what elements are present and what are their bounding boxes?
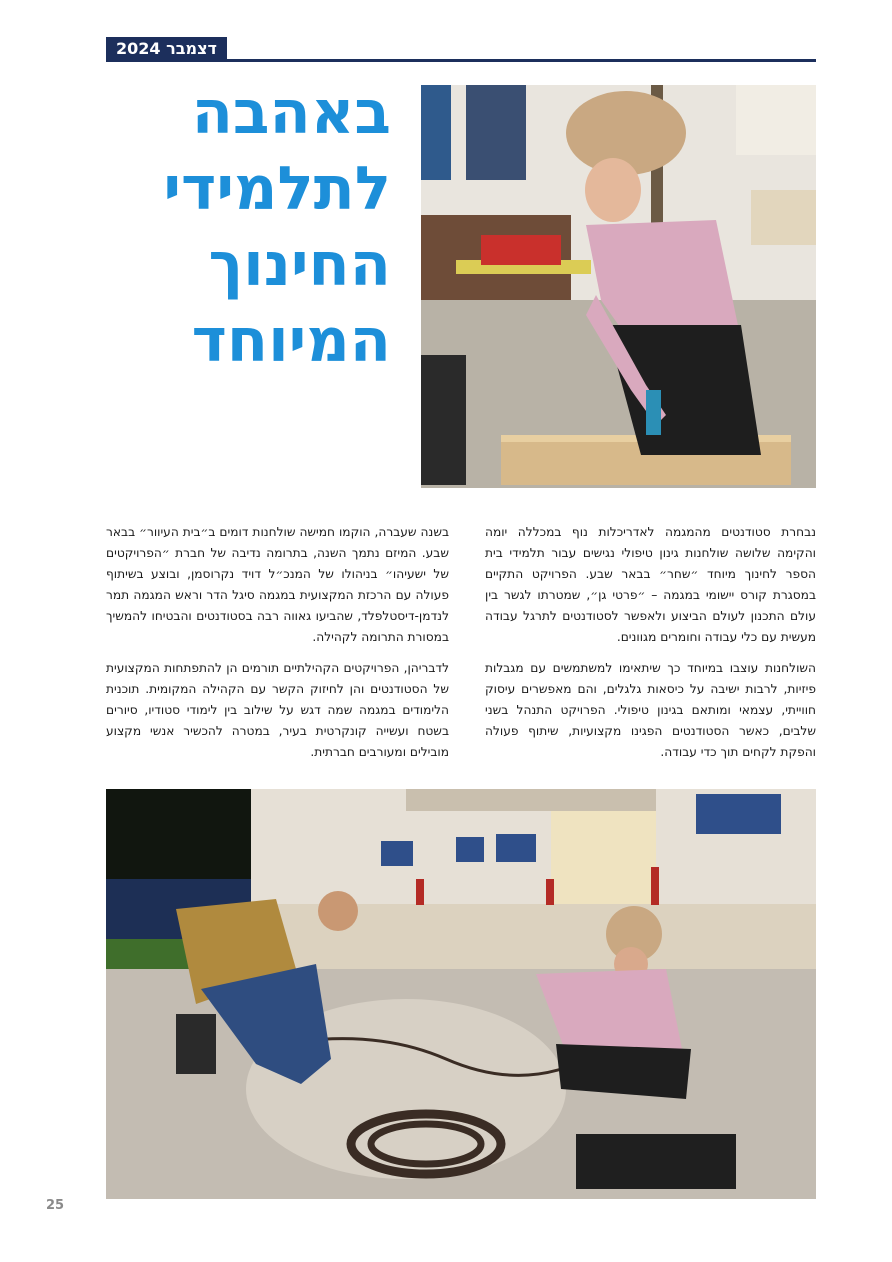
page-number: 25 (46, 1198, 65, 1213)
article-paragraph: נבחרת סטודנטים מהמגמה לאדריכלות נוף במכללה יומה והקימה שלושה שולחנות גינון טיפולי נגישים עבור תלמידי בית הספר לחינוך מיוחד ״שחר״ בבאר שבע. הפרויקט התקיים במסגרת קורס יישומי במגמה – ״פרטי גן״, שמטרתו לגשר בין עולם התכנון לעולם הביצוע ולאפשר לסטודנטים לתרגל עבודה מעשית עם כלי עבודה וחומרים מגוונים. (485, 525, 816, 644)
article-paragraph: בשנה שעברה, הוקמו חמישה שולחנות דומים ב״בית העיוור״ בבאר שבע. המיזם נתמך השנה, בתרומה נדיבה של חברת ״הפרויקטים של ישעיהו״ בניהולו של המנכ״ל דויד נקרוסמן, ובוצע בשיתוף פעולה עם הרכזת המקצועית במגמה סיגל הדר וראש המגמה תמר לנדמן-דיסטלפלד, שהביעו גאווה רבה בסטודנטים והבטיחו להמשיך במסורת התרומה לקהילה. (106, 525, 449, 644)
article-title (106, 75, 391, 379)
article-column-right (485, 522, 816, 773)
title-line: לתלמידי (163, 154, 391, 224)
header-rule (106, 59, 816, 62)
title-line: החינוך (208, 230, 391, 300)
issue-date: דצמבר 2024 (106, 37, 227, 61)
title-line: המיוחד (191, 306, 391, 376)
article-paragraph: השולחנות עוצבו במיוחד כך שיתאימו למשתמשים עם מגבלות פיזיות, לרבות ישיבה על כיסאות גלגלים, והם מאפשרים עיסוק חווייתי, עצמאי ומותאם בגינון טיפולי. הפרויקט התנהל בשני שלבים, כאשר הסטודנטים הפגינו מקצועיות, שיתוף פעולה והפקת לקחים תוך כדי עבודה. (485, 661, 816, 759)
title-line: באהבה (191, 78, 391, 148)
drilling-photo (421, 85, 816, 488)
building-photo (106, 789, 816, 1199)
article-column-left (106, 522, 449, 773)
building-photo-image (106, 789, 816, 1199)
drilling-photo-image (421, 85, 816, 488)
article-paragraph: לדבריהן, הפרויקטים הקהילתיים תורמים הן להתפתחות המקצועית של הסטודנטים והן לחיזוק הקשר עם הקהילה המקומית. תוכנית הלימודים במגמה שמה דגש על שילוב בין לימודי סטודיו, סיורים בשטח ועשייה קונקרטית בעיר, במטרה להכשיר אנשי מקצוע מובילים ומעורבים חברתית. (106, 661, 449, 759)
